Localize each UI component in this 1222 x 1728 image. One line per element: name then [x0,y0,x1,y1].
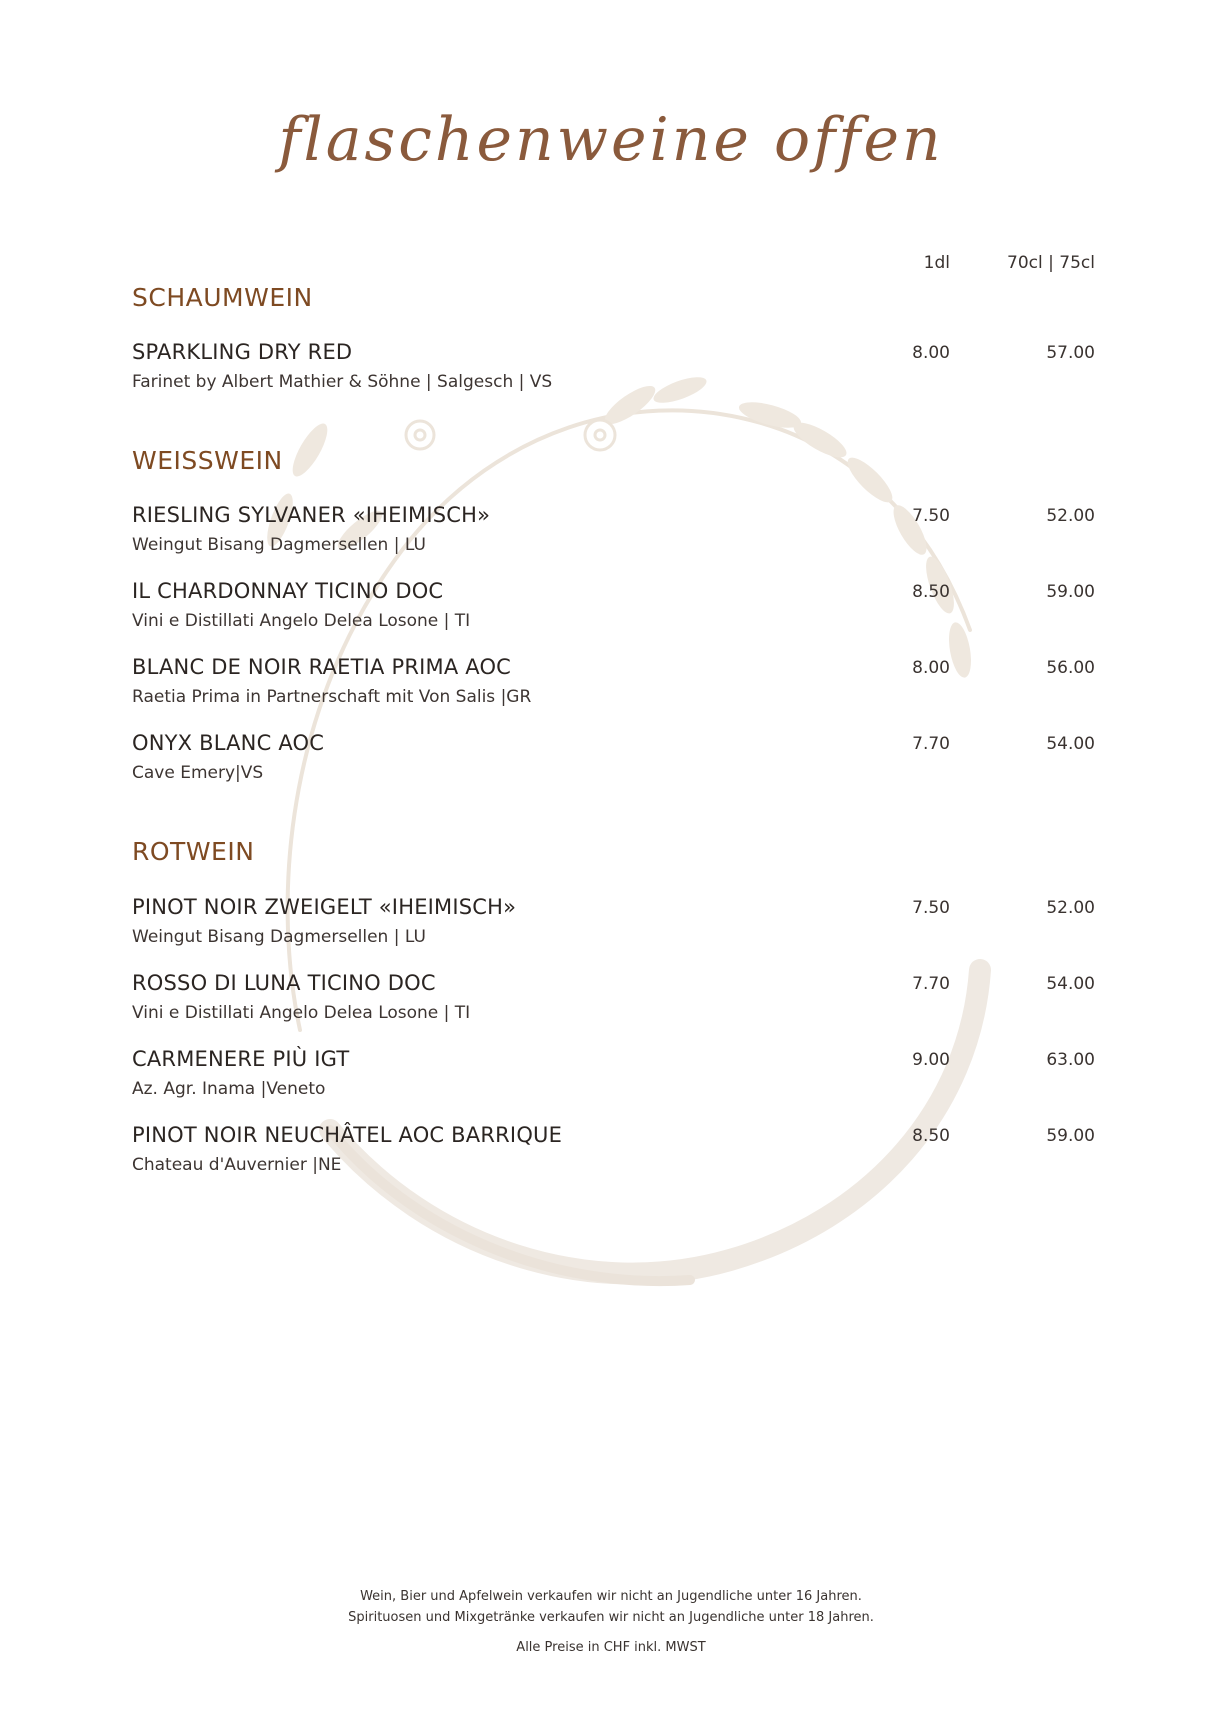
wine-producer: Vini e Distillati Angelo Delea Losone | TI [132,1003,471,1023]
column-header-bottle: 70cl | 75cl [1007,253,1095,273]
wine-producer: Vini e Distillati Angelo Delea Losone | TI [132,611,471,631]
price-glass: 7.70 [912,734,950,754]
price-bottle: 56.00 [1046,658,1095,678]
price-bottle: 54.00 [1046,734,1095,754]
price-bottle: 59.00 [1046,1126,1095,1146]
section-title-schaumwein: SCHAUMWEIN [132,283,313,312]
price-glass: 8.00 [912,343,950,363]
wine-name: SPARKLING DRY RED [132,340,353,364]
price-bottle: 57.00 [1046,343,1095,363]
price-glass: 7.50 [912,506,950,526]
wine-producer: Weingut Bisang Dagmersellen | LU [132,535,426,555]
price-glass: 8.50 [912,1126,950,1146]
wine-name: CARMENERE PIÙ IGT [132,1047,350,1071]
wreath-decoration-icon [210,330,1040,1360]
price-bottle: 63.00 [1046,1050,1095,1070]
section-title-rotwein: ROTWEIN [132,837,255,866]
wine-producer: Az. Agr. Inama |Veneto [132,1079,326,1099]
price-bottle: 52.00 [1046,506,1095,526]
price-bottle: 52.00 [1046,898,1095,918]
section-title-weisswein: WEISSWEIN [132,446,283,475]
wine-producer: Raetia Prima in Partnerschaft mit Von Salis |GR [132,687,532,707]
footer-age-notice-18: Spirituosen und Mixgetränke verkaufen wir nicht an Jugendliche unter 18 Jahren. [348,1610,874,1625]
wine-producer: Cave Emery|VS [132,763,264,783]
price-glass: 7.70 [912,974,950,994]
page-title: flaschenweine offen [278,105,944,175]
wine-name: BLANC DE NOIR RAETIA PRIMA AOC [132,655,512,679]
wine-name: ROSSO DI LUNA TICINO DOC [132,971,436,995]
wine-name: PINOT NOIR ZWEIGELT «IHEIMISCH» [132,895,517,919]
price-glass: 8.00 [912,658,950,678]
price-glass: 9.00 [912,1050,950,1070]
wine-name: ONYX BLANC AOC [132,731,325,755]
price-glass: 7.50 [912,898,950,918]
wine-producer: Farinet by Albert Mathier & Söhne | Salgesch | VS [132,372,553,392]
price-bottle: 54.00 [1046,974,1095,994]
price-bottle: 59.00 [1046,582,1095,602]
wine-name: IL CHARDONNAY TICINO DOC [132,579,444,603]
wine-name: RIESLING SYLVANER «IHEIMISCH» [132,503,491,527]
wine-name: PINOT NOIR NEUCHÂTEL AOC BARRIQUE [132,1123,563,1147]
footer-price-note: Alle Preise in CHF inkl. MWST [516,1640,706,1655]
footer-age-notice-16: Wein, Bier und Apfelwein verkaufen wir nicht an Jugendliche unter 16 Jahren. [360,1589,862,1604]
wine-producer: Chateau d'Auvernier |NE [132,1155,342,1175]
wine-producer: Weingut Bisang Dagmersellen | LU [132,927,426,947]
column-header-glass: 1dl [923,253,950,273]
price-glass: 8.50 [912,582,950,602]
